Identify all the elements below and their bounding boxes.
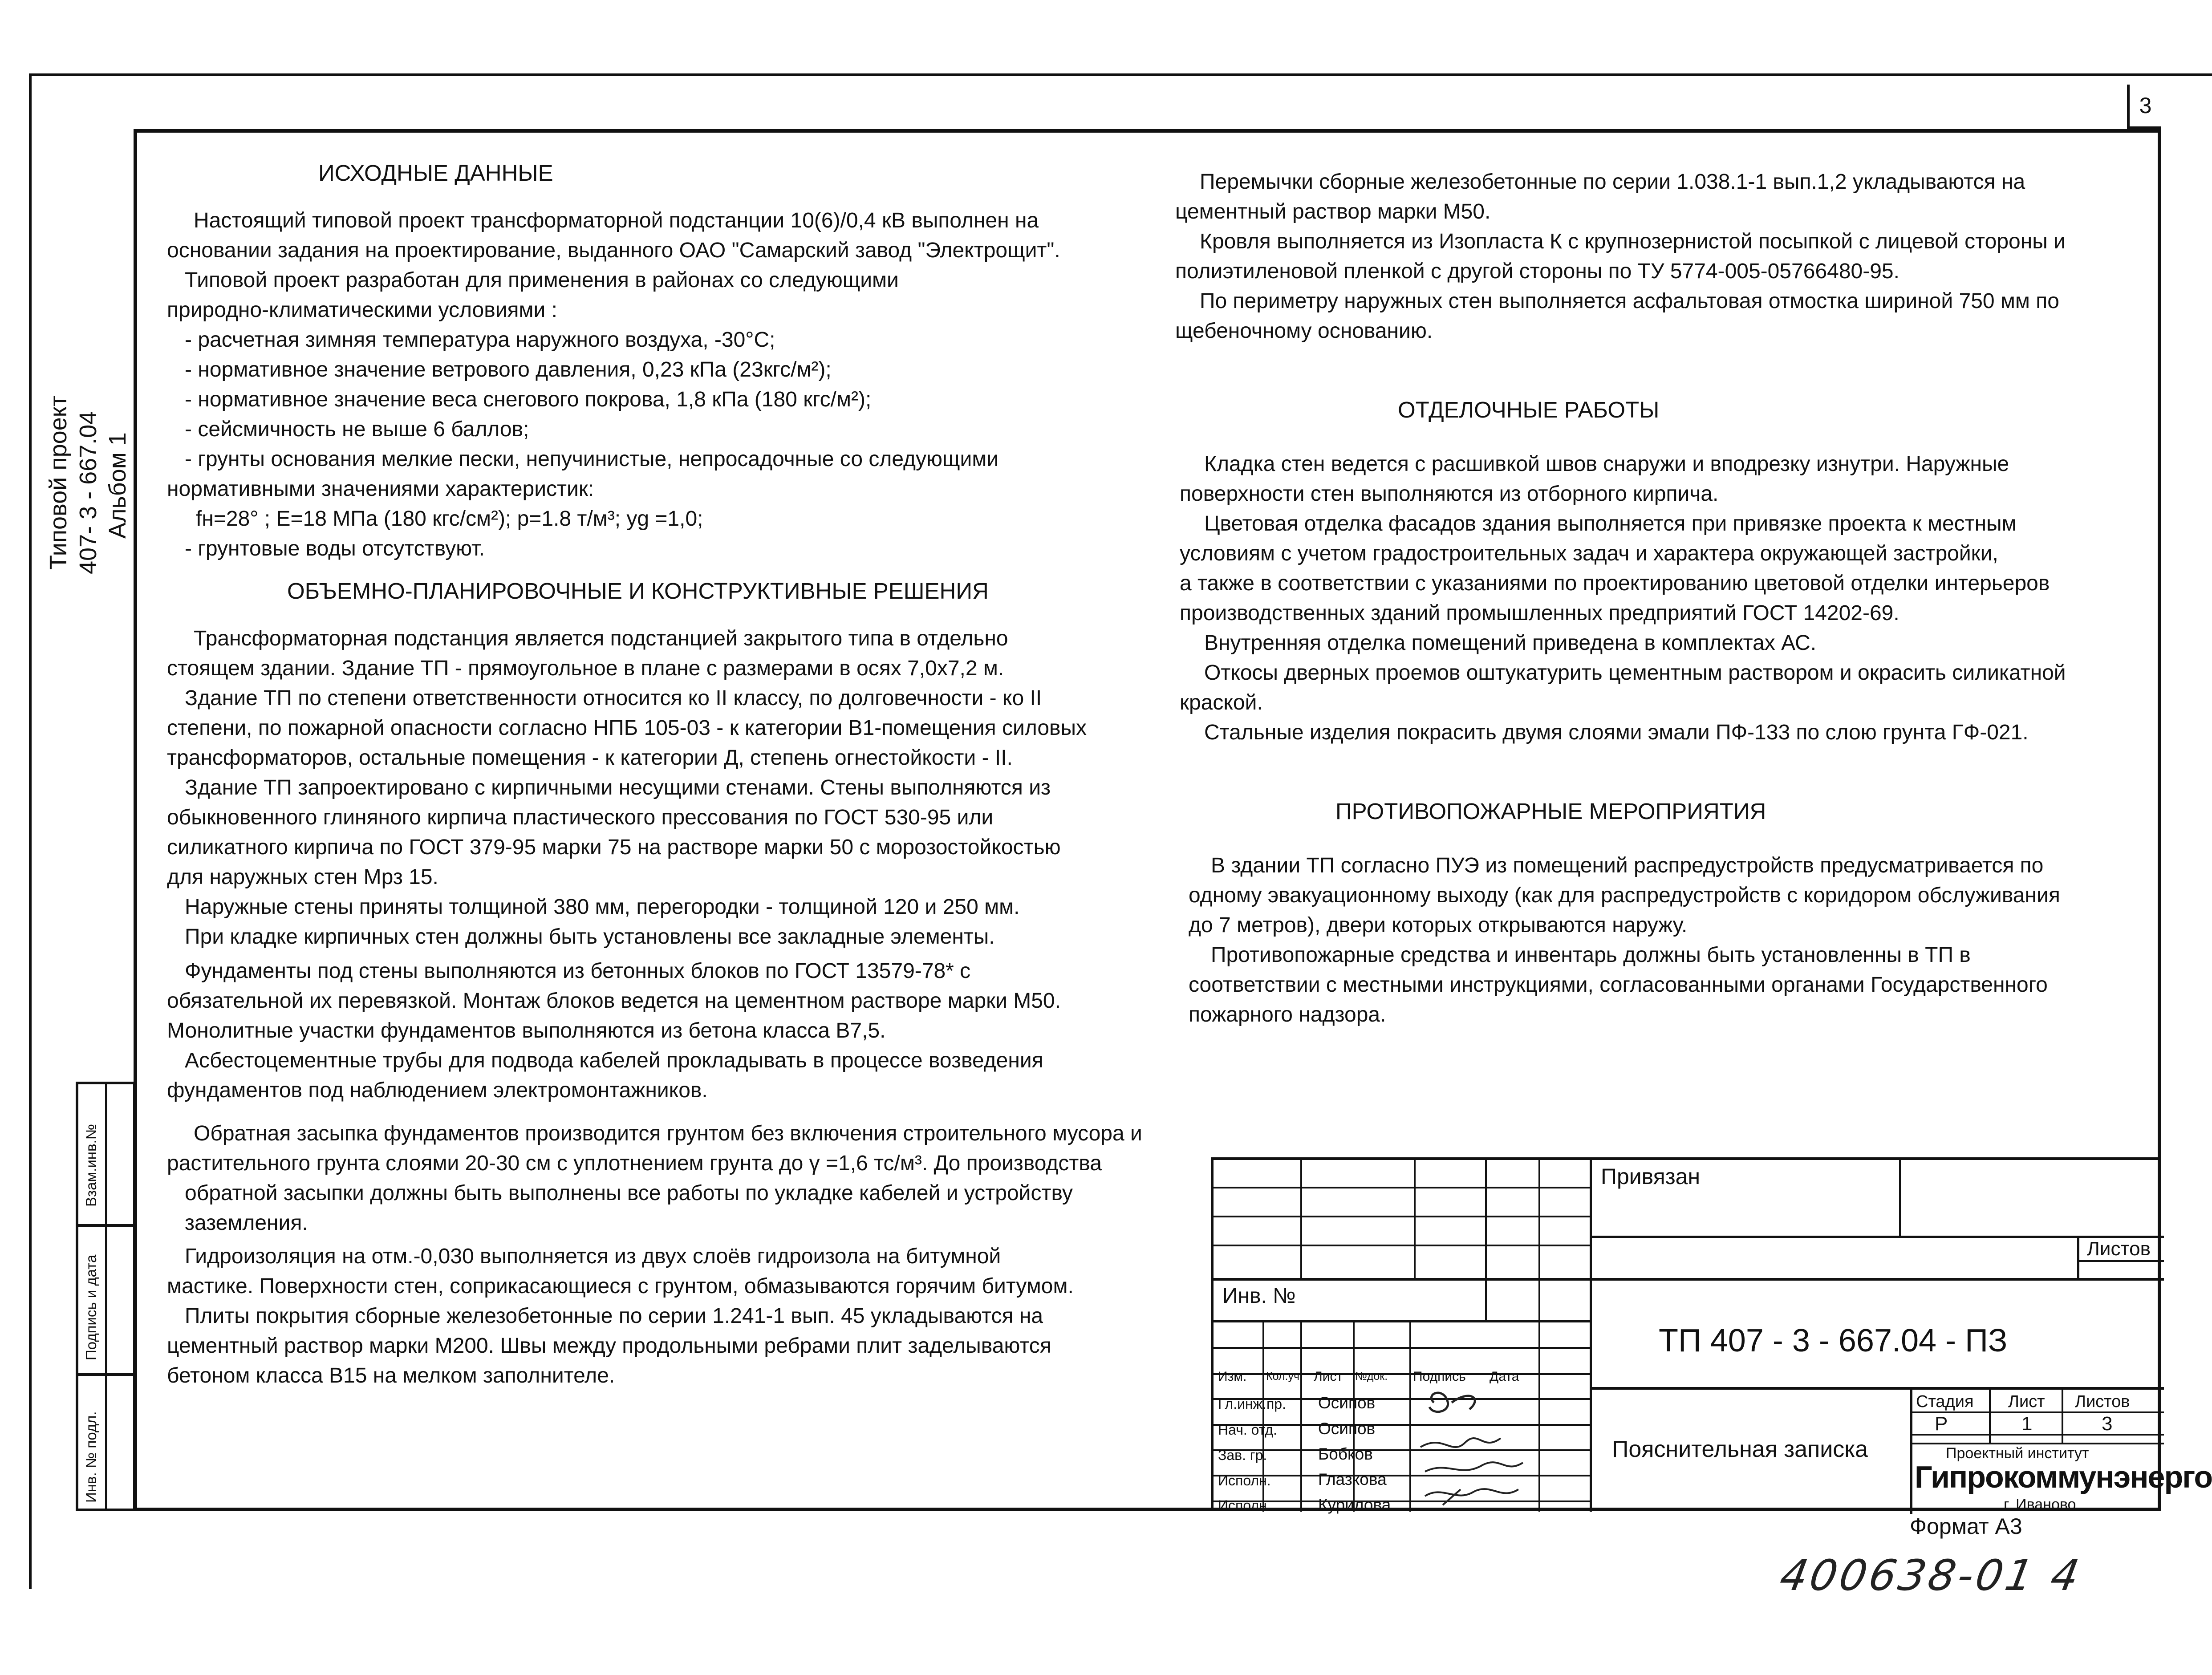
paragraph-line: обязательной их перевязкой. Монтаж блоков ведется на цементном растворе марки М50.: [167, 989, 1061, 1013]
grid-line: [2062, 1387, 2063, 1443]
right-column: [1175, 167, 2066, 1030]
paragraph-line: бетоном класса В15 на мелком заполнителе.: [167, 1364, 615, 1387]
formula-line: fн=28° ; Е=18 МПа (180 кгс/см²); p=1.8 т/м³; yg =1,0;: [196, 507, 703, 531]
stamp-name: Бобков: [1318, 1445, 1373, 1463]
org-line1: Проектный институт: [1946, 1445, 2089, 1462]
paragraph-line: По периметру наружных стен выполняется асфальтовая отмостка шириной 750 мм по: [1200, 289, 2059, 313]
stamp-name: Глазкова: [1318, 1470, 1387, 1488]
side-title-line3: Альбом 1: [104, 432, 131, 539]
grid-line: [1214, 1278, 2164, 1281]
side-strip-vzam: Взам.инв.№: [83, 1123, 99, 1207]
stamp-sheet-label: Лист: [2008, 1392, 2045, 1411]
heading-initial-data: ИСХОДНЫЕ ДАННЫЕ: [318, 160, 553, 186]
grid-line: [1409, 1320, 1411, 1512]
paragraph-line: условиям с учетом градостроительных задач и характера окружающей застройки,: [1180, 542, 1998, 565]
side-strip-podpis: Подпись и дата: [83, 1254, 99, 1360]
paragraph-line: одному эвакуационному выходу (как для распредустройств с коридором обслуживания: [1189, 884, 2060, 907]
stamp-header-izm: Изм.: [1218, 1369, 1247, 1384]
grid-line: [1590, 1387, 2164, 1390]
paragraph-line: Типовой проект разработан для применения в районах со следующими: [185, 268, 899, 292]
document-title: Пояснительная записка: [1612, 1436, 1868, 1462]
stamp-stage-value: Р: [1935, 1413, 1948, 1435]
grid-line: [2077, 1236, 2079, 1280]
grid-line: [1414, 1160, 1416, 1280]
grid-line: [1590, 1160, 1592, 1512]
paragraph-line: Трансформаторная подстанция является подстанцией закрытого типа в отдельно: [194, 627, 1008, 650]
paragraph-line: природно-климатическими условиями :: [167, 298, 557, 322]
paragraph-line: Перемычки сборные железобетонные по серии 1.038.1-1 вып.1,2 укладываются на: [1200, 170, 2025, 194]
side-strip-divider: [105, 1084, 107, 1509]
list-item: - нормативное значение ветрового давления, 0,23 кПа (23кгс/м²);: [185, 358, 832, 381]
stamp-privyazan: Привязан: [1601, 1164, 1701, 1189]
stamp-header-data: Дата: [1490, 1369, 1519, 1384]
stamp-inv-no: Инв. №: [1222, 1284, 1296, 1308]
paragraph-line: заземления.: [185, 1211, 308, 1235]
paragraph-line: цементный раствор марки М200. Швы между продольными ребрами плит заделываются: [167, 1334, 1051, 1358]
paragraph-line: цементный раствор марки М50.: [1175, 200, 1491, 223]
paragraph-line: Настоящий типовой проект трансформаторной подстанции 10(6)/0,4 кВ выполнен на: [194, 209, 1039, 232]
paragraph-line: Монолитные участки фундаментов выполняются из бетона класса В7,5.: [167, 1019, 886, 1042]
paragraph-line: пожарного надзора.: [1189, 1003, 1386, 1026]
side-title-line2: 407- 3 - 667.04: [75, 411, 101, 574]
grid-line: [1899, 1160, 1901, 1236]
stamp-stage-label: Стадия: [1916, 1392, 1974, 1411]
grid-line: [1214, 1187, 1590, 1188]
stamp-role: Исполн.: [1218, 1497, 1271, 1513]
list-item: - грунтовые воды отсутствуют.: [185, 537, 485, 560]
paragraph-line: Цветовая отделка фасадов здания выполняется при привязке проекта к местным: [1204, 512, 2017, 535]
paragraph-line: Стальные изделия покрасить двумя слоями эмали ПФ-133 по слою грунта ГФ-021.: [1204, 721, 2029, 744]
grid-line: [1485, 1160, 1487, 1280]
sheet-format: Формат А3: [1910, 1514, 2022, 1539]
grid-line: [1910, 1387, 1912, 1514]
grid-line: [1214, 1320, 1590, 1322]
grid-line: [1485, 1280, 1487, 1320]
stamp-name: Осипов: [1318, 1394, 1376, 1412]
paragraph-line: стоящем здании. Здание ТП - прямоугольное в плане с размерами в осях 7,0х7,2 м.: [167, 657, 1004, 680]
paragraph-line: обратной засыпки должны быть выполнены все работы по укладке кабелей и устройству: [185, 1181, 1073, 1205]
paragraph-line: Кладка стен ведется с расшивкой швов снаружи и вподрезку изнутри. Наружные: [1204, 452, 2009, 476]
org-name: Гипрокоммунэнерго: [1915, 1460, 2212, 1494]
stamp-header-podpis: Подпись: [1413, 1369, 1466, 1384]
paragraph-line: Гидроизоляция на отм.-0,030 выполняется из двух слоёв гидроизола на битумной: [185, 1245, 1001, 1268]
stamp-role: Гл.инж.пр.: [1218, 1396, 1286, 1412]
paragraph-line: Откосы дверных проемов оштукатурить цементным раствором и окрасить силикатной: [1204, 661, 2066, 685]
paragraph-line: Обратная засыпка фундаментов производится грунтом без включения строительного мусора и: [194, 1122, 1142, 1145]
paragraph-line: фундаментов под наблюдением электромонтажников.: [167, 1079, 708, 1102]
org-city: г. Иваново: [2004, 1496, 2076, 1513]
grid-line: [1300, 1160, 1302, 1280]
grid-line: [1214, 1245, 1590, 1246]
side-stamp-strip: [76, 1082, 136, 1511]
stamp-role: Зав. гр.: [1218, 1447, 1267, 1463]
paragraph-line: полиэтиленовой пленкой с другой стороны по ТУ 5774-005-05766480-95.: [1175, 260, 1899, 283]
paragraph-line: Асбестоцементные трубы для подвода кабелей прокладывать в процессе возведения: [185, 1049, 1043, 1072]
grid-line: [1910, 1411, 2164, 1413]
side-title: [42, 387, 145, 596]
stamp-name: Курилова: [1318, 1496, 1391, 1514]
stamp-sheets-label: Листов: [2075, 1392, 2130, 1411]
list-item: - расчетная зимняя температура наружного воздуха, -30°С;: [185, 328, 775, 352]
stamp-name: Осипов: [1318, 1419, 1376, 1438]
grid-line: [1214, 1347, 1590, 1349]
title-block: [1211, 1157, 2212, 1514]
paragraph-line: В здании ТП согласно ПУЭ из помещений распредустройств предусматривается по: [1211, 854, 2044, 877]
paragraph-line: нормативными значениями характеристик:: [167, 477, 594, 501]
paragraph-line: Здание ТП запроектировано с кирпичными несущими стенами. Стены выполняются из: [185, 776, 1051, 799]
stamp-header-kolch: Кол.уч.: [1266, 1370, 1303, 1383]
paragraph-line: степени, по пожарной опасности согласно НПБ 105-03 - к категории В1-помещения силовых: [167, 716, 1087, 740]
paragraph-line: основании задания на проектирование, выданного ОАО "Самарский завод "Электрощит".: [167, 239, 1060, 262]
handwritten-inventory-number: 400638-01 4: [1776, 1551, 2086, 1600]
paragraph-line: а также в соответствии с указаниями по проектированию цветовой отделки интерьеров: [1180, 572, 2050, 595]
paragraph-line: Кровля выполняется из Изопласта К с крупнозернистой посыпкой с лицевой стороны и: [1200, 230, 2066, 253]
paragraph-line: Фундаменты под стены выполняются из бетонных блоков по ГОСТ 13579-78* с: [185, 959, 971, 983]
paragraph-line: Наружные стены приняты толщиной 380 мм, перегородки - толщиной 120 и 250 мм.: [185, 895, 1020, 919]
list-item: - грунты основания мелкие пески, непучинистые, непросадочные со следующими: [185, 447, 999, 471]
heading-finishing-works: ОТДЕЛОЧНЫЕ РАБОТЫ: [1398, 397, 1660, 422]
stamp-sheet-value: 1: [2021, 1413, 2033, 1435]
grid-line: [1910, 1443, 2164, 1444]
paragraph-line: соответствии с местными инструкциями, согласованными органами Государственного: [1189, 973, 2048, 997]
paragraph-line: щебеночному основанию.: [1175, 319, 1433, 343]
signatures-drawing: [1416, 1385, 1536, 1514]
paragraph-line: растительного грунта слоями 20-30 см с уплотнением грунта до γ =1,6 тс/м³. До производства: [167, 1152, 1102, 1175]
paragraph-line: силикатного кирпича по ГОСТ 379-95 марки 75 на растворе марки 50 с морозостойкостью: [167, 835, 1061, 859]
stamp-header-list: Лист: [1314, 1369, 1343, 1384]
paragraph-line: поверхности стен выполняются из отборного кирпича.: [1180, 482, 1719, 506]
side-title-line1: Типовой проект: [45, 395, 72, 570]
page-number: 3: [2127, 85, 2161, 129]
grid-line: [1538, 1160, 1540, 1512]
paragraph-line: Здание ТП по степени ответственности относится ко II классу, по долговечности - ко II: [185, 686, 1042, 710]
left-column: [167, 158, 1142, 1391]
stamp-sheets-value: 3: [2102, 1413, 2113, 1435]
side-strip-inv: Инв. № подл.: [83, 1411, 99, 1503]
heading-fire-safety: ПРОТИВОПОЖАРНЫЕ МЕРОПРИЯТИЯ: [1335, 799, 1766, 824]
grid-line: [1214, 1216, 1590, 1217]
list-item: - сейсмичность не выше 6 баллов;: [185, 418, 529, 441]
stamp-listov-top: Листов: [2087, 1238, 2151, 1260]
paragraph-line: Внутренняя отделка помещений приведена в комплектах АС.: [1204, 631, 1817, 655]
paragraph-line: При кладке кирпичных стен должны быть установлены все закладные элементы.: [185, 925, 995, 949]
stamp-role: Нач. отд.: [1218, 1422, 1277, 1438]
list-item: - нормативное значение веса снегового покрова, 1,8 кПа (180 кгс/м²);: [185, 388, 872, 411]
grid-line: [1300, 1320, 1302, 1512]
paragraph-line: краской.: [1180, 691, 1263, 714]
paragraph-line: обыкновенного глиняного кирпича пластического прессования по ГОСТ 530-95 или: [167, 806, 994, 829]
stamp-header-ndok: №док.: [1355, 1370, 1388, 1383]
paragraph-line: мастике. Поверхности стен, соприкасающиеся с грунтом, обмазываются горячим битумом.: [167, 1274, 1074, 1298]
grid-line: [1910, 1434, 2164, 1436]
paragraph-line: до 7 метров), двери которых открываются наружу.: [1189, 913, 1688, 937]
document-code: ТП 407 - 3 - 667.04 - ПЗ: [1659, 1323, 2008, 1359]
stamp-role: Исполн.: [1218, 1472, 1271, 1488]
heading-planning-solutions: ОБЪЕМНО-ПЛАНИРОВОЧНЫЕ И КОНСТРУКТИВНЫЕ РЕШЕНИЯ: [287, 578, 989, 604]
paragraph-line: для наружных стен Мрз 15.: [167, 865, 438, 889]
grid-line: [2077, 1260, 2164, 1262]
paragraph-line: Плиты покрытия сборные железобетонные по серии 1.241-1 вып. 45 укладываются на: [185, 1304, 1043, 1328]
paragraph-line: производственных зданий промышленных предприятий ГОСТ 14202-69.: [1180, 601, 1899, 625]
grid-line: [1989, 1387, 1991, 1443]
paragraph-line: трансформаторов, остальные помещения - к категории Д, степень огнестойкости - II.: [167, 746, 1013, 770]
paragraph-line: Противопожарные средства и инвентарь должны быть установленны в ТП в: [1211, 943, 1971, 967]
